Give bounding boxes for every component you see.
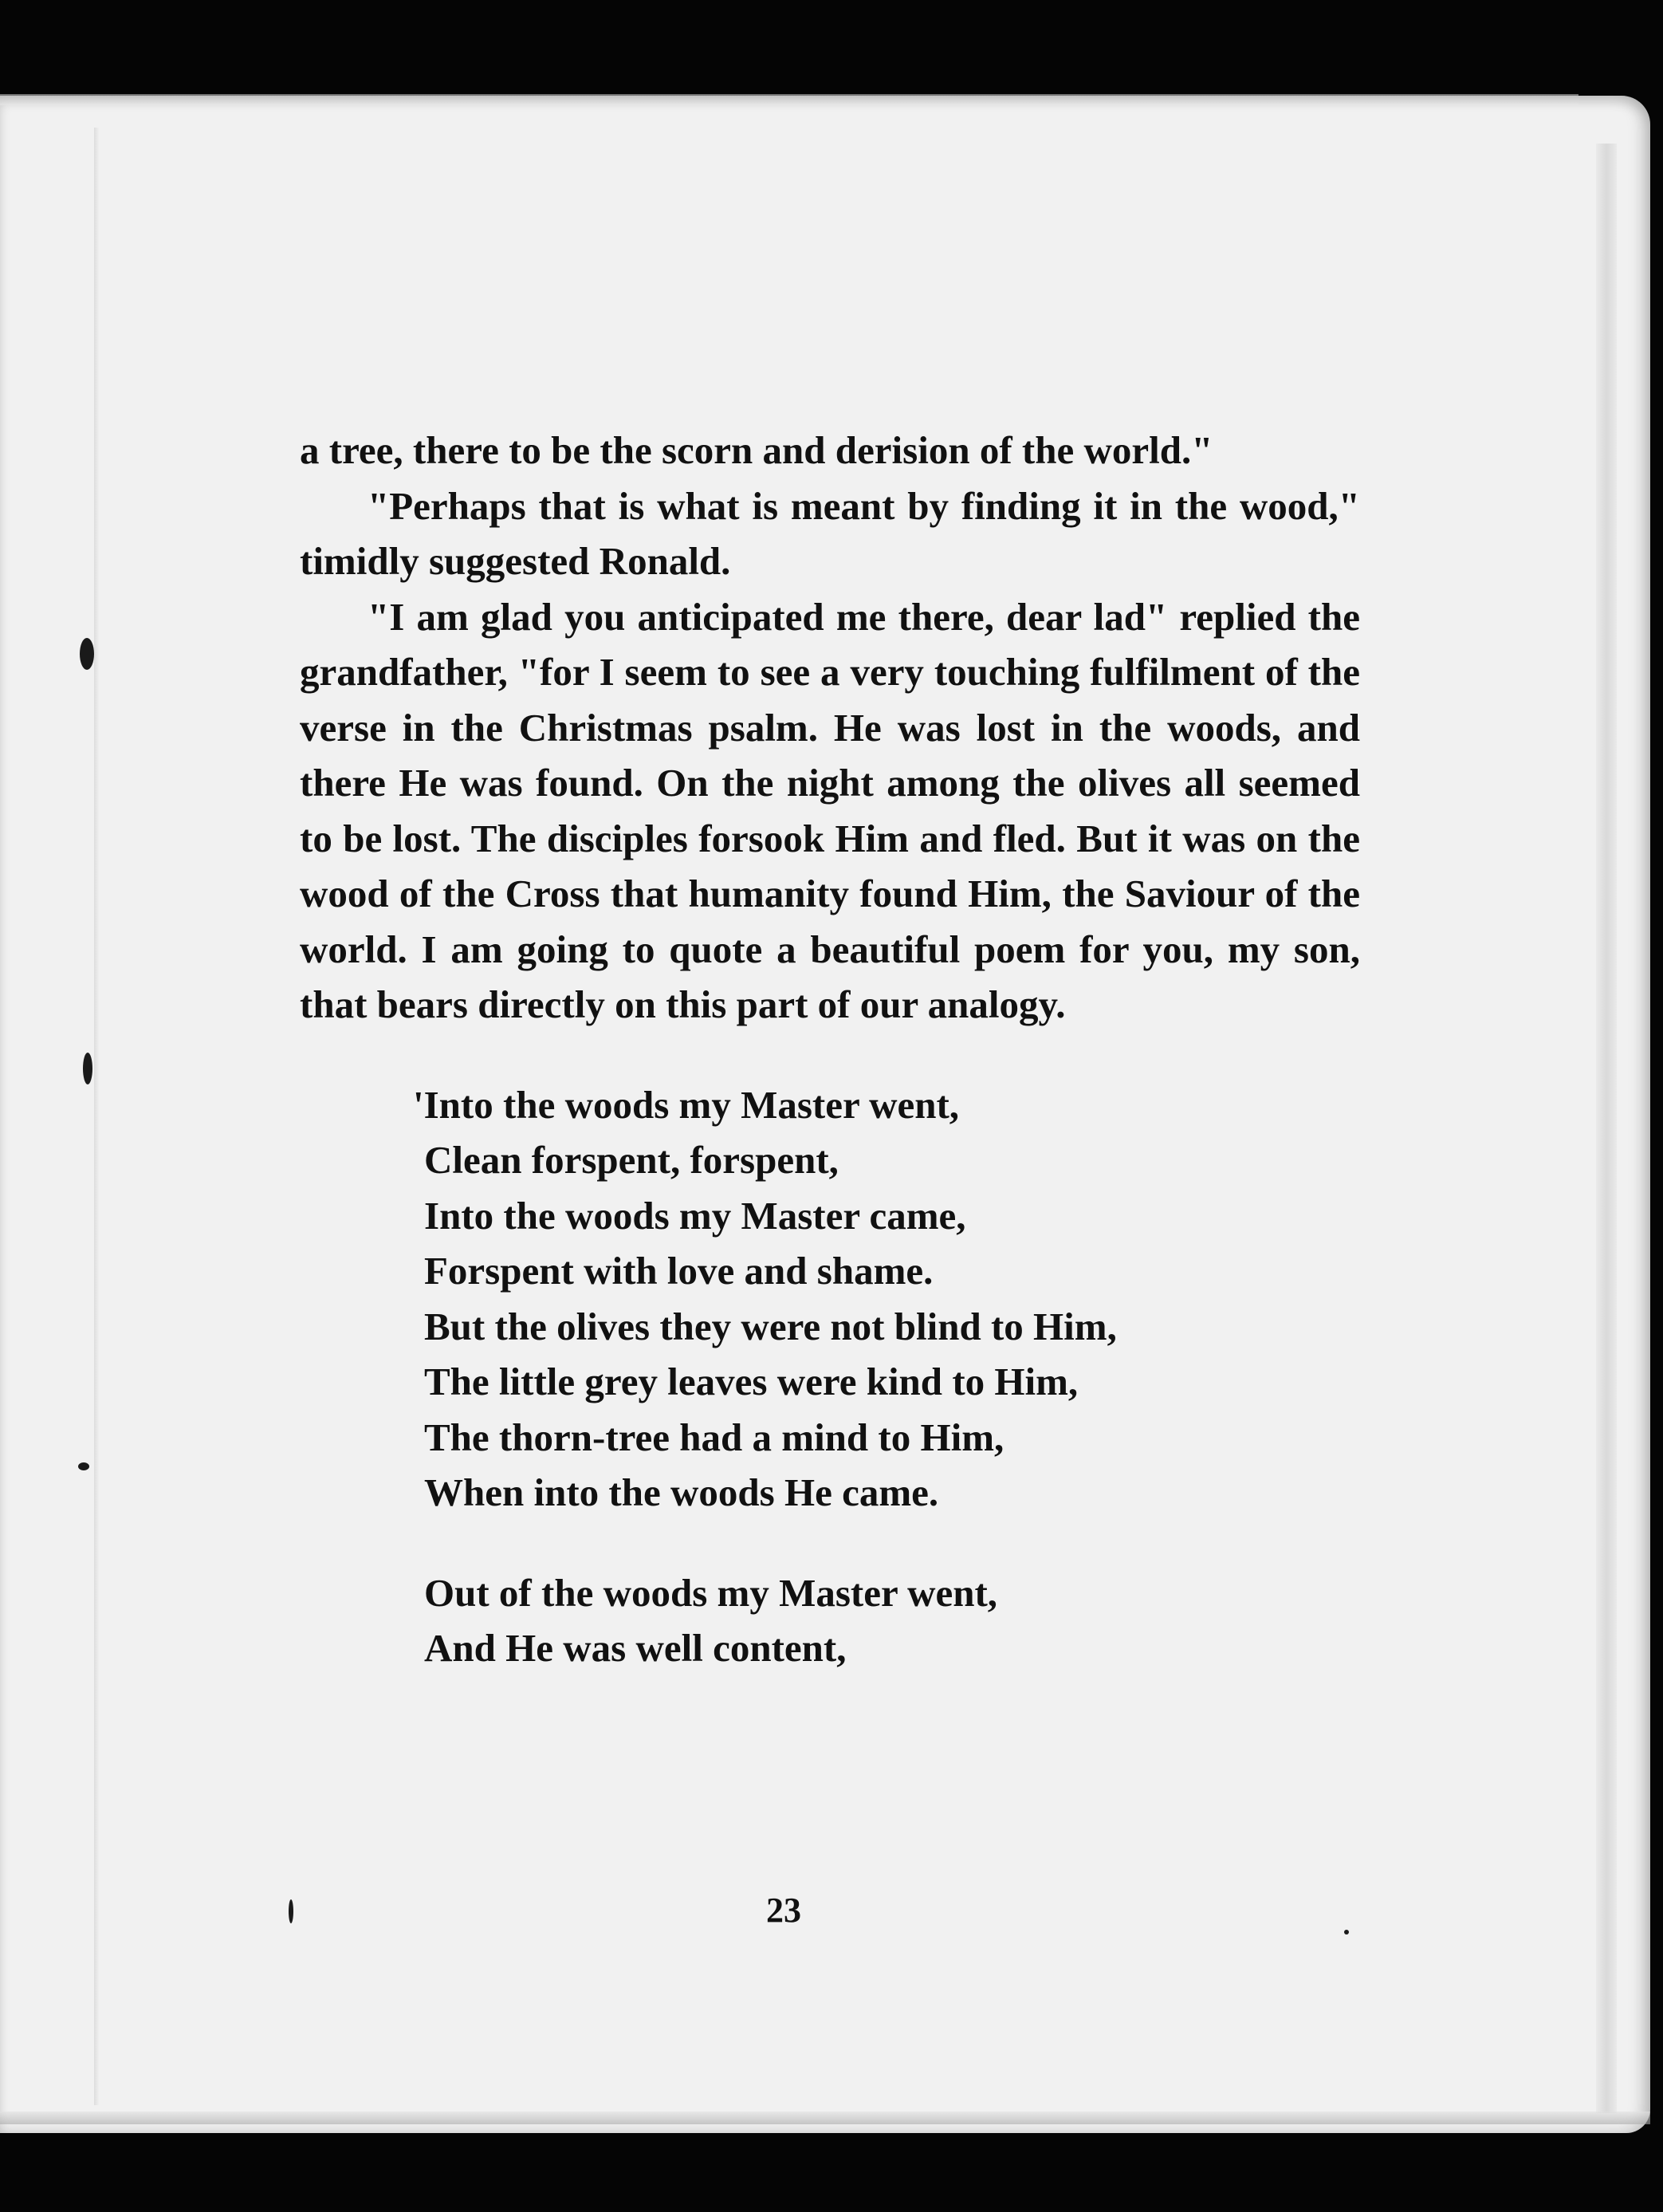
page-bottom-edge — [0, 2112, 1650, 2124]
poem-stanza-2 — [424, 1565, 1360, 1676]
poem-stanza-1 — [413, 1077, 1360, 1521]
ink-speck — [80, 638, 94, 670]
poem-line: Forspent with love and shame. — [424, 1249, 934, 1293]
poem-line: The little grey leaves were kind to Him, — [424, 1360, 1079, 1403]
paragraph-3: "I am glad you anticipated me there, dear lad" replied the grandfather, "for I seem to see a very touching fulfilment of the verse in the Christmas psalm. He was lost in the woods, and there He was found. On the night among the olives all seemed to be lost. The disciples forsook Him and fled. But it was on the wood of the Cross that humanity found Him, the Saviour of the world. I am going to quote a beautiful poem for you, my son, that bears directly on this part of our analogy. — [300, 594, 1360, 1026]
poem-line: Into the woods my Master came, — [424, 1193, 966, 1238]
prose-section — [300, 423, 1360, 1033]
page-gutter — [94, 128, 99, 2105]
page-body — [300, 423, 1360, 1721]
poem-line: When into the woods He came. — [424, 1470, 939, 1514]
poem-line: And He was well content, — [424, 1626, 847, 1670]
poem-line: Clean forspent, forspent, — [424, 1138, 839, 1182]
poem-line: 'Into the woods my Master went, — [413, 1082, 960, 1127]
paragraph-1: a tree, there to be the scorn and derision of the world." — [300, 428, 1213, 472]
poem-line: Out of the woods my Master went, — [424, 1570, 998, 1615]
page-right-edge — [1596, 144, 1617, 2113]
page-number-text: 23 — [766, 1891, 801, 1930]
page-top-edge — [0, 94, 1578, 105]
ink-speck — [78, 1462, 89, 1470]
poem-line: The thorn-tree had a mind to Him, — [424, 1415, 1004, 1459]
ink-speck — [83, 1053, 92, 1084]
paragraph-2: "Perhaps that is what is meant by finding it in the wood," timidly suggested Ronald. — [300, 483, 1360, 583]
poem — [300, 1077, 1360, 1676]
page-number — [0, 1890, 1663, 1931]
poem-line: But the olives they were not blind to Him, — [424, 1304, 1117, 1348]
